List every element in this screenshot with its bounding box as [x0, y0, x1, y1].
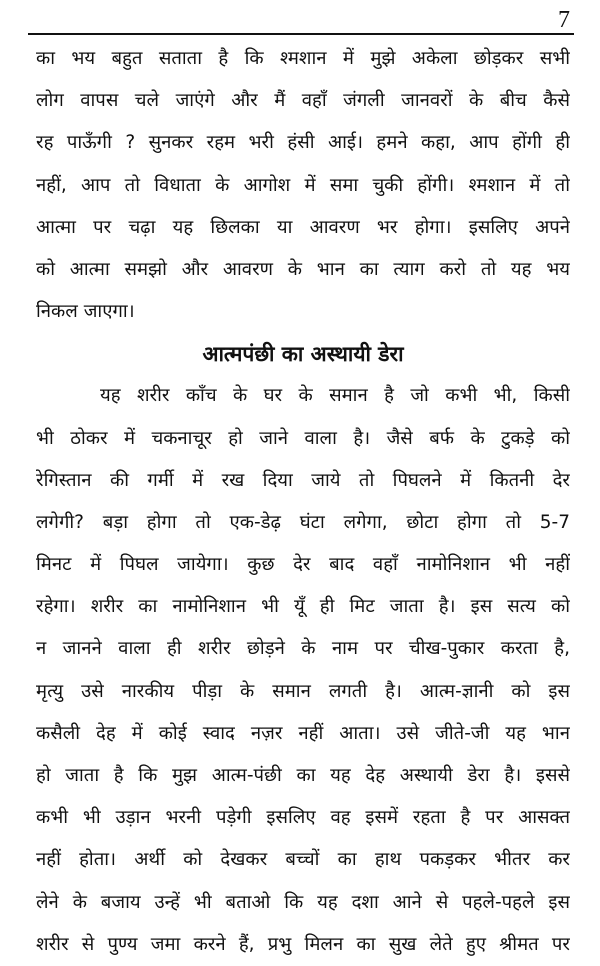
text-line: लगेगी? बड़ा होगा तो एक-डेढ़ घंटा लगेगा, छोटा होगा तो 5-7 [36, 511, 570, 533]
section-heading: आत्मपंछी का अस्थायी डेरा [202, 342, 404, 367]
text-line: मिनट में पिघल जायेगा। कुछ देर बाद वहाँ नामोनिशान भी नहीं [36, 554, 570, 576]
text-line: निकल जाएगा। [36, 301, 135, 323]
text-line: आत्मा पर चढ़ा यह छिलका या आवरण भर होगा। इसलिए अपने [36, 216, 570, 238]
text-line: को आत्मा समझो और आवरण के भान का त्याग करो तो यह भय [36, 258, 570, 280]
paragraph-1 [36, 38, 570, 333]
text-line: न जानने वाला ही शरीर छोड़ने के नाम पर चीख-पुकार करता है, [36, 638, 570, 660]
page-content [36, 38, 570, 966]
text-line: कभी भी उड़ान भरनी पड़ेगी इसलिए वह इसमें रहता है पर आसक्त [36, 807, 570, 829]
text-line: रह पाऊँगी ? सुनकर रहम भरी हंसी आई। हमने कहा, आप होंगी ही [36, 132, 570, 154]
text-line: शरीर से पुण्य जमा करने हैं, प्रभु मिलन का सुख लेते हुए श्रीमत पर [36, 933, 570, 955]
text-line: का भय बहुत सताता है कि श्मशान में मुझे अकेला छोड़कर सभी [36, 48, 570, 69]
text-line: मृत्यु उसे नारकीय पीड़ा के समान लगती है। आत्म-ज्ञानी को इस [36, 680, 570, 702]
paragraph-2 [36, 375, 570, 966]
text-line: लोग वापस चले जाएंगे और मैं वहाँ जंगली जानवरों के बीच कैसे [36, 90, 570, 112]
text-line: रेगिस्तान की गर्मी में रख दिया जाये तो पिघलने में कितनी देर [36, 469, 570, 491]
text-line: रहेगा। शरीर का नामोनिशान भी यूँ ही मिट जाता है। इस सत्य को [36, 596, 570, 618]
text-line: भी ठोकर में चकनाचूर हो जाने वाला है। जैसे बर्फ के टुकड़े को [36, 427, 570, 449]
text-line: नहीं, आप तो विधाता के आगोश में समा चुकी होंगी। श्मशान में तो [36, 174, 570, 196]
text-line: लेने के बजाय उन्हें भी बताओ कि यह दशा आने से पहले-पहले इस [36, 891, 570, 913]
header-rule [28, 33, 574, 35]
text-line: कसैली देह में कोई स्वाद नज़र नहीं आता। उसे जीते-जी यह भान [36, 722, 570, 744]
text-line: यह शरीर काँच के घर के समान है जो कभी भी, किसी [100, 385, 570, 407]
page-number: 7 [558, 7, 570, 33]
text-line: हो जाता है कि मुझ आत्म-पंछी का यह देह अस्थायी डेरा है। इससे [36, 765, 570, 786]
text-line: नहीं होता। अर्थी को देखकर बच्चों का हाथ पकड़कर भीतर कर [36, 849, 570, 871]
